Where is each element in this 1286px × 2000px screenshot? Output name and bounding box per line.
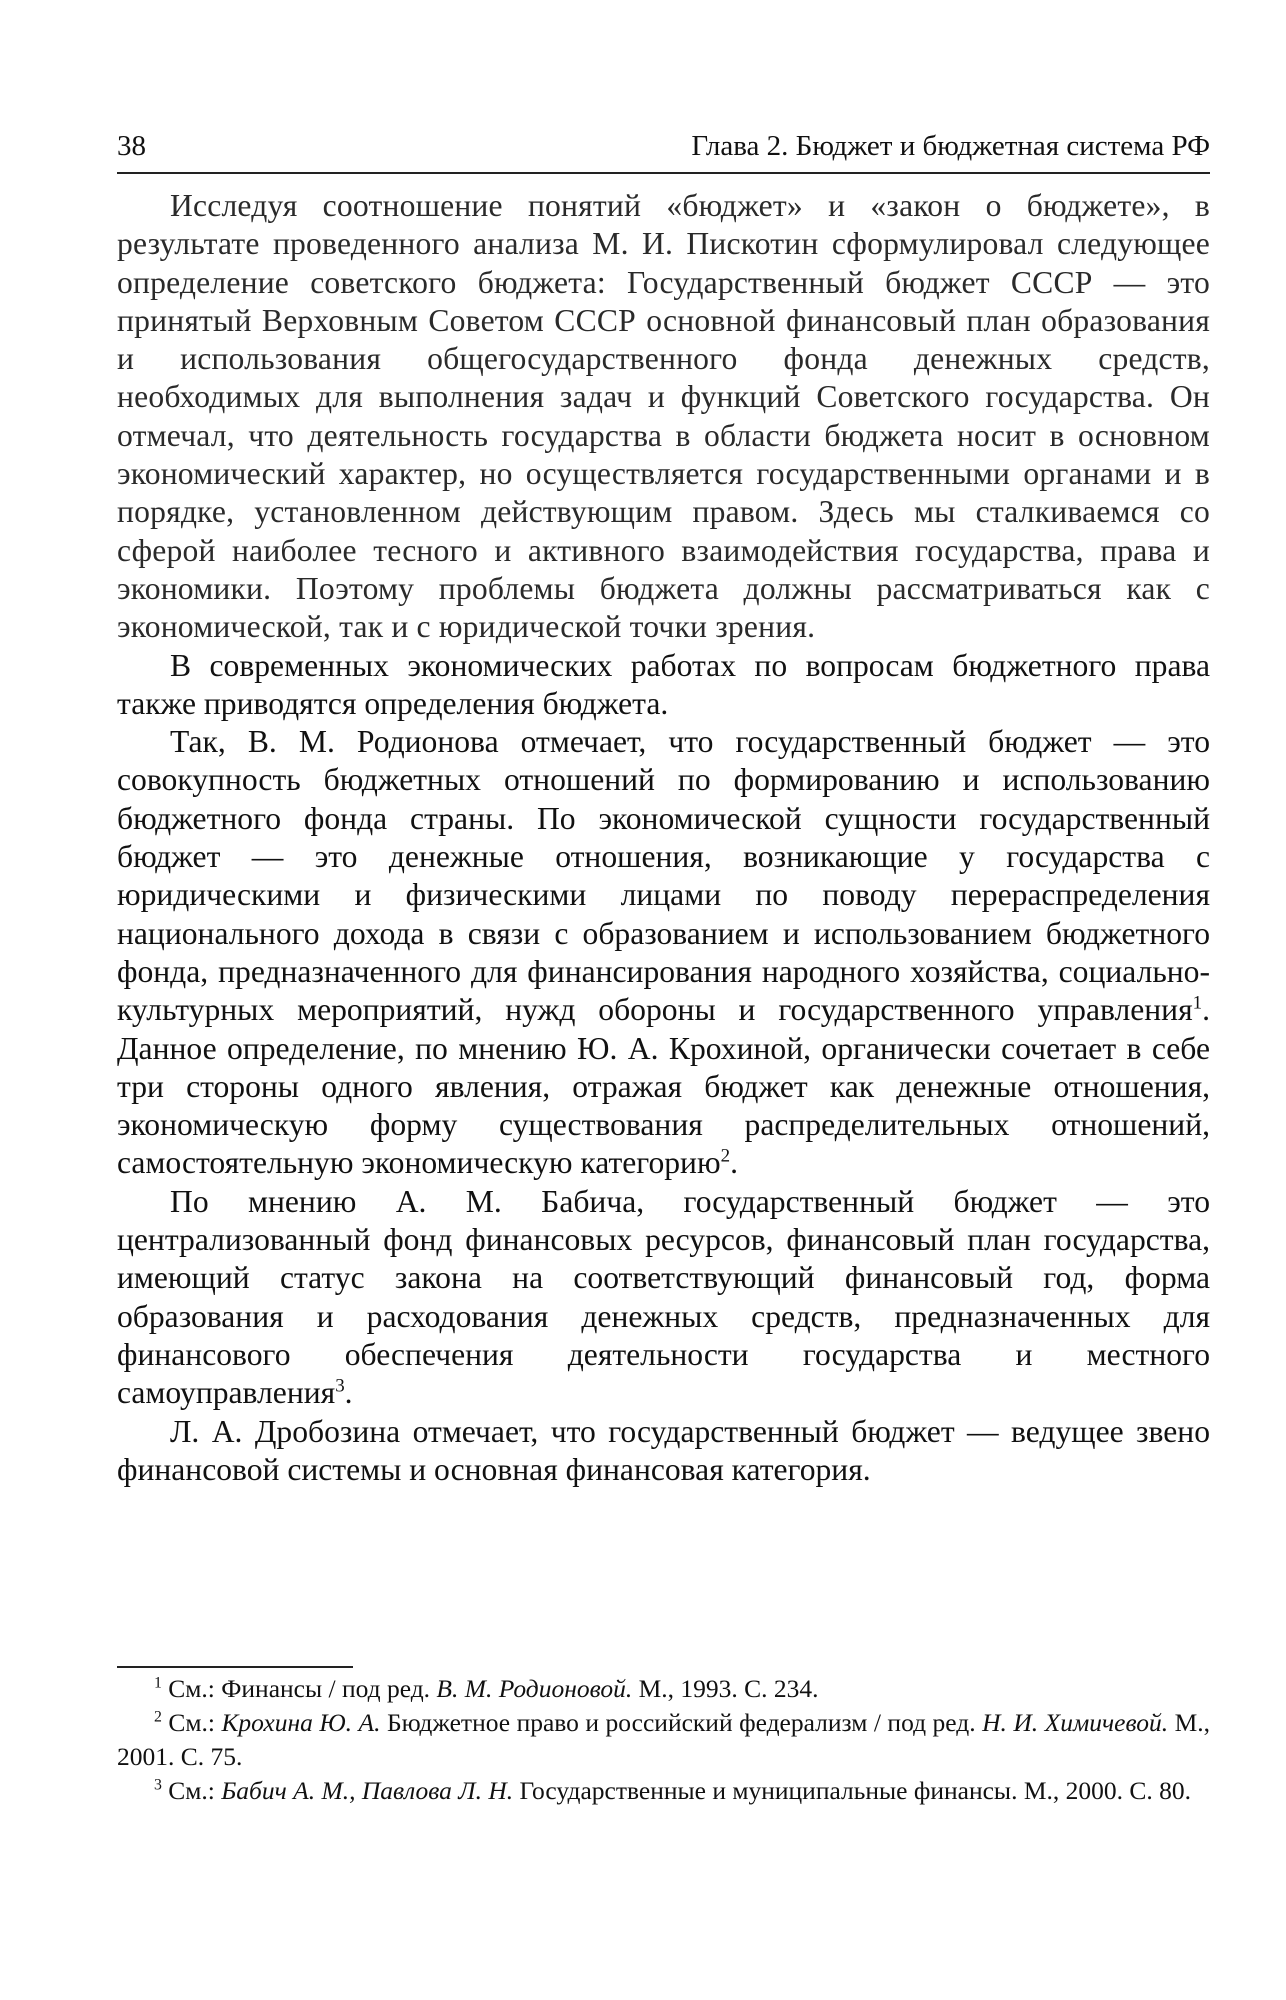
footnote-2-number: 2 bbox=[154, 1708, 162, 1726]
footnote-ref-2[interactable]: 2 bbox=[720, 1145, 731, 1167]
footnotes bbox=[117, 1672, 1210, 1808]
footnote-ref-3[interactable]: 3 bbox=[335, 1375, 345, 1397]
footnote-2-editor: Н. И. Химичевой. bbox=[982, 1708, 1169, 1737]
footnote-2-mid: Бюджетное право и российский федерализм / под ред. bbox=[380, 1708, 983, 1737]
footnote-1 bbox=[117, 1672, 1210, 1706]
footnote-1-editor: В. М. Родионовой. bbox=[436, 1674, 633, 1703]
paragraph-5-text: Л. А. Дробозина отмечает, что государственный бюджет — ведущее звено финансовой системы и основная финансовая категория. bbox=[117, 1413, 1210, 1487]
paragraph-1 bbox=[117, 187, 1210, 647]
footnote-2 bbox=[117, 1706, 1210, 1774]
paragraph-3-text-c: . bbox=[730, 1145, 738, 1181]
footnote-2-pre: См.: bbox=[168, 1708, 222, 1737]
paragraph-3 bbox=[117, 723, 1210, 1183]
paragraph-5 bbox=[117, 1413, 1210, 1490]
footnote-3-authors: Бабич А. М., Павлова Л. Н. bbox=[221, 1776, 514, 1805]
footnote-separator bbox=[117, 1666, 353, 1668]
footnote-3 bbox=[117, 1774, 1210, 1808]
footnote-2-author: Крохина Ю. А. bbox=[221, 1708, 381, 1737]
footnote-1-number: 1 bbox=[154, 1674, 162, 1692]
running-header bbox=[117, 128, 1210, 164]
paragraph-4-text-b: . bbox=[344, 1375, 353, 1411]
header-rule bbox=[117, 172, 1210, 174]
footnote-3-pre: См.: bbox=[168, 1776, 222, 1805]
footnote-3-post: Государственные и муниципальные финансы. М., 2000. С. 80. bbox=[513, 1776, 1192, 1805]
footnote-3-number: 3 bbox=[154, 1776, 162, 1794]
footnote-ref-1[interactable]: 1 bbox=[1192, 992, 1203, 1014]
page-number: 38 bbox=[117, 130, 146, 162]
paragraph-2-text: В современных экономических работах по вопросам бюджетного права также приводятся определения бюджета. bbox=[117, 647, 1210, 721]
footnote-1-pre: См.: Финансы / под ред. bbox=[168, 1674, 437, 1703]
paragraph-3-text-a: Так, В. М. Родионова отмечает, что государственный бюджет — это совокупность бюджетных отношений по формированию и использованию бюджетного фонда страны. По экономической сущности государственный бюджет — это денежные отношения, возникающие у государства с юридическими и физическими лицами по поводу перераспределения национального дохода в связи с образованием и использованием бюджетного фонда, предназначенного для финансирования народного хозяйства, социально-культурных мероприятий, нужд обороны и государственного управления bbox=[117, 724, 1210, 1028]
paragraph-4 bbox=[117, 1183, 1210, 1413]
footnote-2-post: М., 2001. С. 75. bbox=[117, 1708, 1210, 1771]
paragraph-2 bbox=[117, 647, 1210, 724]
paragraph-3-text-b: . Данное определение, по мнению Ю. А. Крохиной, органически сочетает в себе три стороны одного явления, отражая бюджет как денежные отношения, экономическую форму существования распределительных отношений, самостоятельную экономическую категорию bbox=[117, 992, 1210, 1181]
body-text bbox=[117, 187, 1210, 1489]
paragraph-1-text: Исследуя соотношение понятий «бюджет» и «закон о бюджете», в результате проведенного анализа М. И. Пискотин сформулировал следующее определение советского бюджета: Государственный бюджет СССР — это принятый Верховным Советом СССР основной финансовый план образования и использования общегосударственного фонда денежных средств, необходимых для выполнения задач и функций Советского государства. Он отмечал, что деятельность государства в области бюджета носит в основном экономический характер, но осуществляется государственными органами и в порядке, установленном действующим правом. Здесь мы сталкиваемся со сферой наиболее тесного и активного взаимодействия государства, права и экономики. Поэтому проблемы бюджета должны рассматриваться как с экономической, так и с юридической точки зрения. bbox=[117, 188, 1210, 645]
footnote-1-post: М., 1993. С. 234. bbox=[632, 1674, 819, 1703]
paragraph-4-text-a: По мнению А. М. Бабича, государственный бюджет — это централизованный фонд финансовых ресурсов, финансовый план государства, имеющий статус закона на соответствующий финансовый год, форма образования и расходования денежных средств, предназначенных для финансового обеспечения деятельности государства и местного самоуправления bbox=[117, 1183, 1210, 1411]
chapter-title: Глава 2. Бюджет и бюджетная система РФ bbox=[691, 130, 1210, 162]
